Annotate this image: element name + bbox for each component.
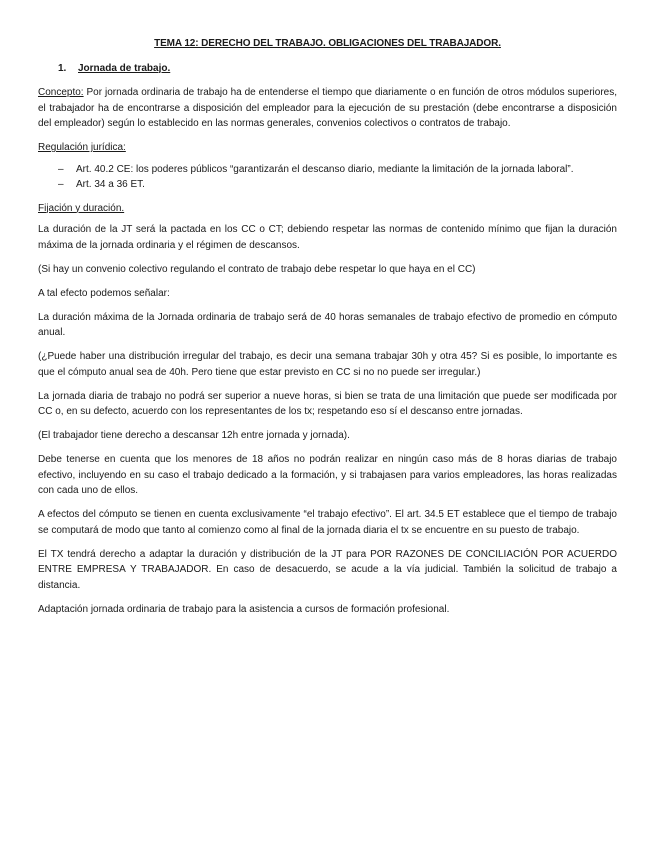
body-paragraph: Adaptación jornada ordinaria de trabajo para la asistencia a cursos de formación profesional. (38, 603, 450, 615)
concepto-paragraph (38, 85, 617, 132)
section-title: Jornada de trabajo. (78, 62, 171, 74)
body-paragraph: La duración de la JT será la pactada en los CC o CT; debiendo respetar las normas de contenido mínimo que fijan la duración máxima de la jornada ordinaria y el régimen de descansos. (38, 224, 617, 251)
body-paragraph: (¿Puede haber una distribución irregular del trabajo, es decir una semana trabajar 30h y otra 45? Si es posible, lo importante es que el cómputo anual sea de 40h. Pero tiene que estar previsto en CC si no no puede ser irregular.) (38, 351, 617, 378)
body-paragraph: A efectos del cómputo se tienen en cuenta exclusivamente “el trabajo efectivo”. El art. 34.5 ET establece que el tiempo de trabajo se computará de modo que tanto al comienzo como al final de la jornada diaria el tx se encuentre en su puesto de trabajo. (38, 509, 617, 536)
body-paragraph: Debe tenerse en cuenta que los menores de 18 años no podrán realizar en ningún caso más de 8 horas diarias de trabajo efectivo, incluyendo en su caso el trabajo dedicado a la formación, y si trabajasen para varios empleadores, las horas realizadas con cada uno de ellos. (38, 454, 617, 496)
body-paragraph: La duración máxima de la Jornada ordinaria de trabajo será de 40 horas semanales de trabajo efectivo de promedio en cómputo anual. (38, 311, 617, 338)
dash-bullet: – (58, 163, 64, 175)
list-item: – Art. 34 a 36 ET. (38, 177, 617, 193)
body-paragraph: A tal efecto podemos señalar: (38, 287, 170, 299)
regulacion-heading: Regulación jurídica: (38, 142, 126, 153)
document-page (38, 36, 617, 626)
regulacion-list (38, 162, 617, 193)
body-paragraph: El TX tendrá derecho a adaptar la duración y distribución de la JT para POR RAZONES DE CONCILIACIÓN POR ACUERDO ENTRE EMPRESA Y TRABAJADOR. En caso de desacuerdo, se acude a la vía judicial. También la solicitud de trabajo a distancia. (38, 548, 617, 591)
list-item: – Art. 40.2 CE: los poderes públicos “garantizarán el descanso diario, mediante la limitación de la jornada laboral”. (38, 162, 617, 178)
body-paragraph: (Si hay un convenio colectivo regulando el contrato de trabajo debe respetar lo que haya en el CC) (38, 263, 476, 275)
section-heading (58, 61, 617, 77)
section-number: 1. (58, 62, 67, 74)
body-paragraph: (El trabajador tiene derecho a descansar 12h entre jornada y jornada). (38, 430, 350, 441)
dash-bullet: – (58, 179, 64, 190)
concepto-text: Por jornada ordinaria de trabajo ha de entenderse el tiempo que diariamente o en función de otros módulos superiores, el trabajador ha de encontrarse a disposición del empleador para la ejecución de su prestación (debe encontrarse a disposición del empleador) según lo establecido en las normas generales, convenios colectivos o contratos de trabajo. (38, 87, 617, 129)
body-paragraph: La jornada diaria de trabajo no podrá ser superior a nueve horas, si bien se trata de una limitación que puede ser modificada por CC o, en su defecto, acuerdo con los representantes de los tx; respetando eso sí el descanso entre jornadas. (38, 390, 617, 417)
document-title: TEMA 12: DERECHO DEL TRABAJO. OBLIGACIONES DEL TRABAJADOR. (154, 38, 501, 49)
fijacion-heading: Fijación y duración. (38, 202, 125, 214)
concepto-label: Concepto: (38, 87, 84, 98)
